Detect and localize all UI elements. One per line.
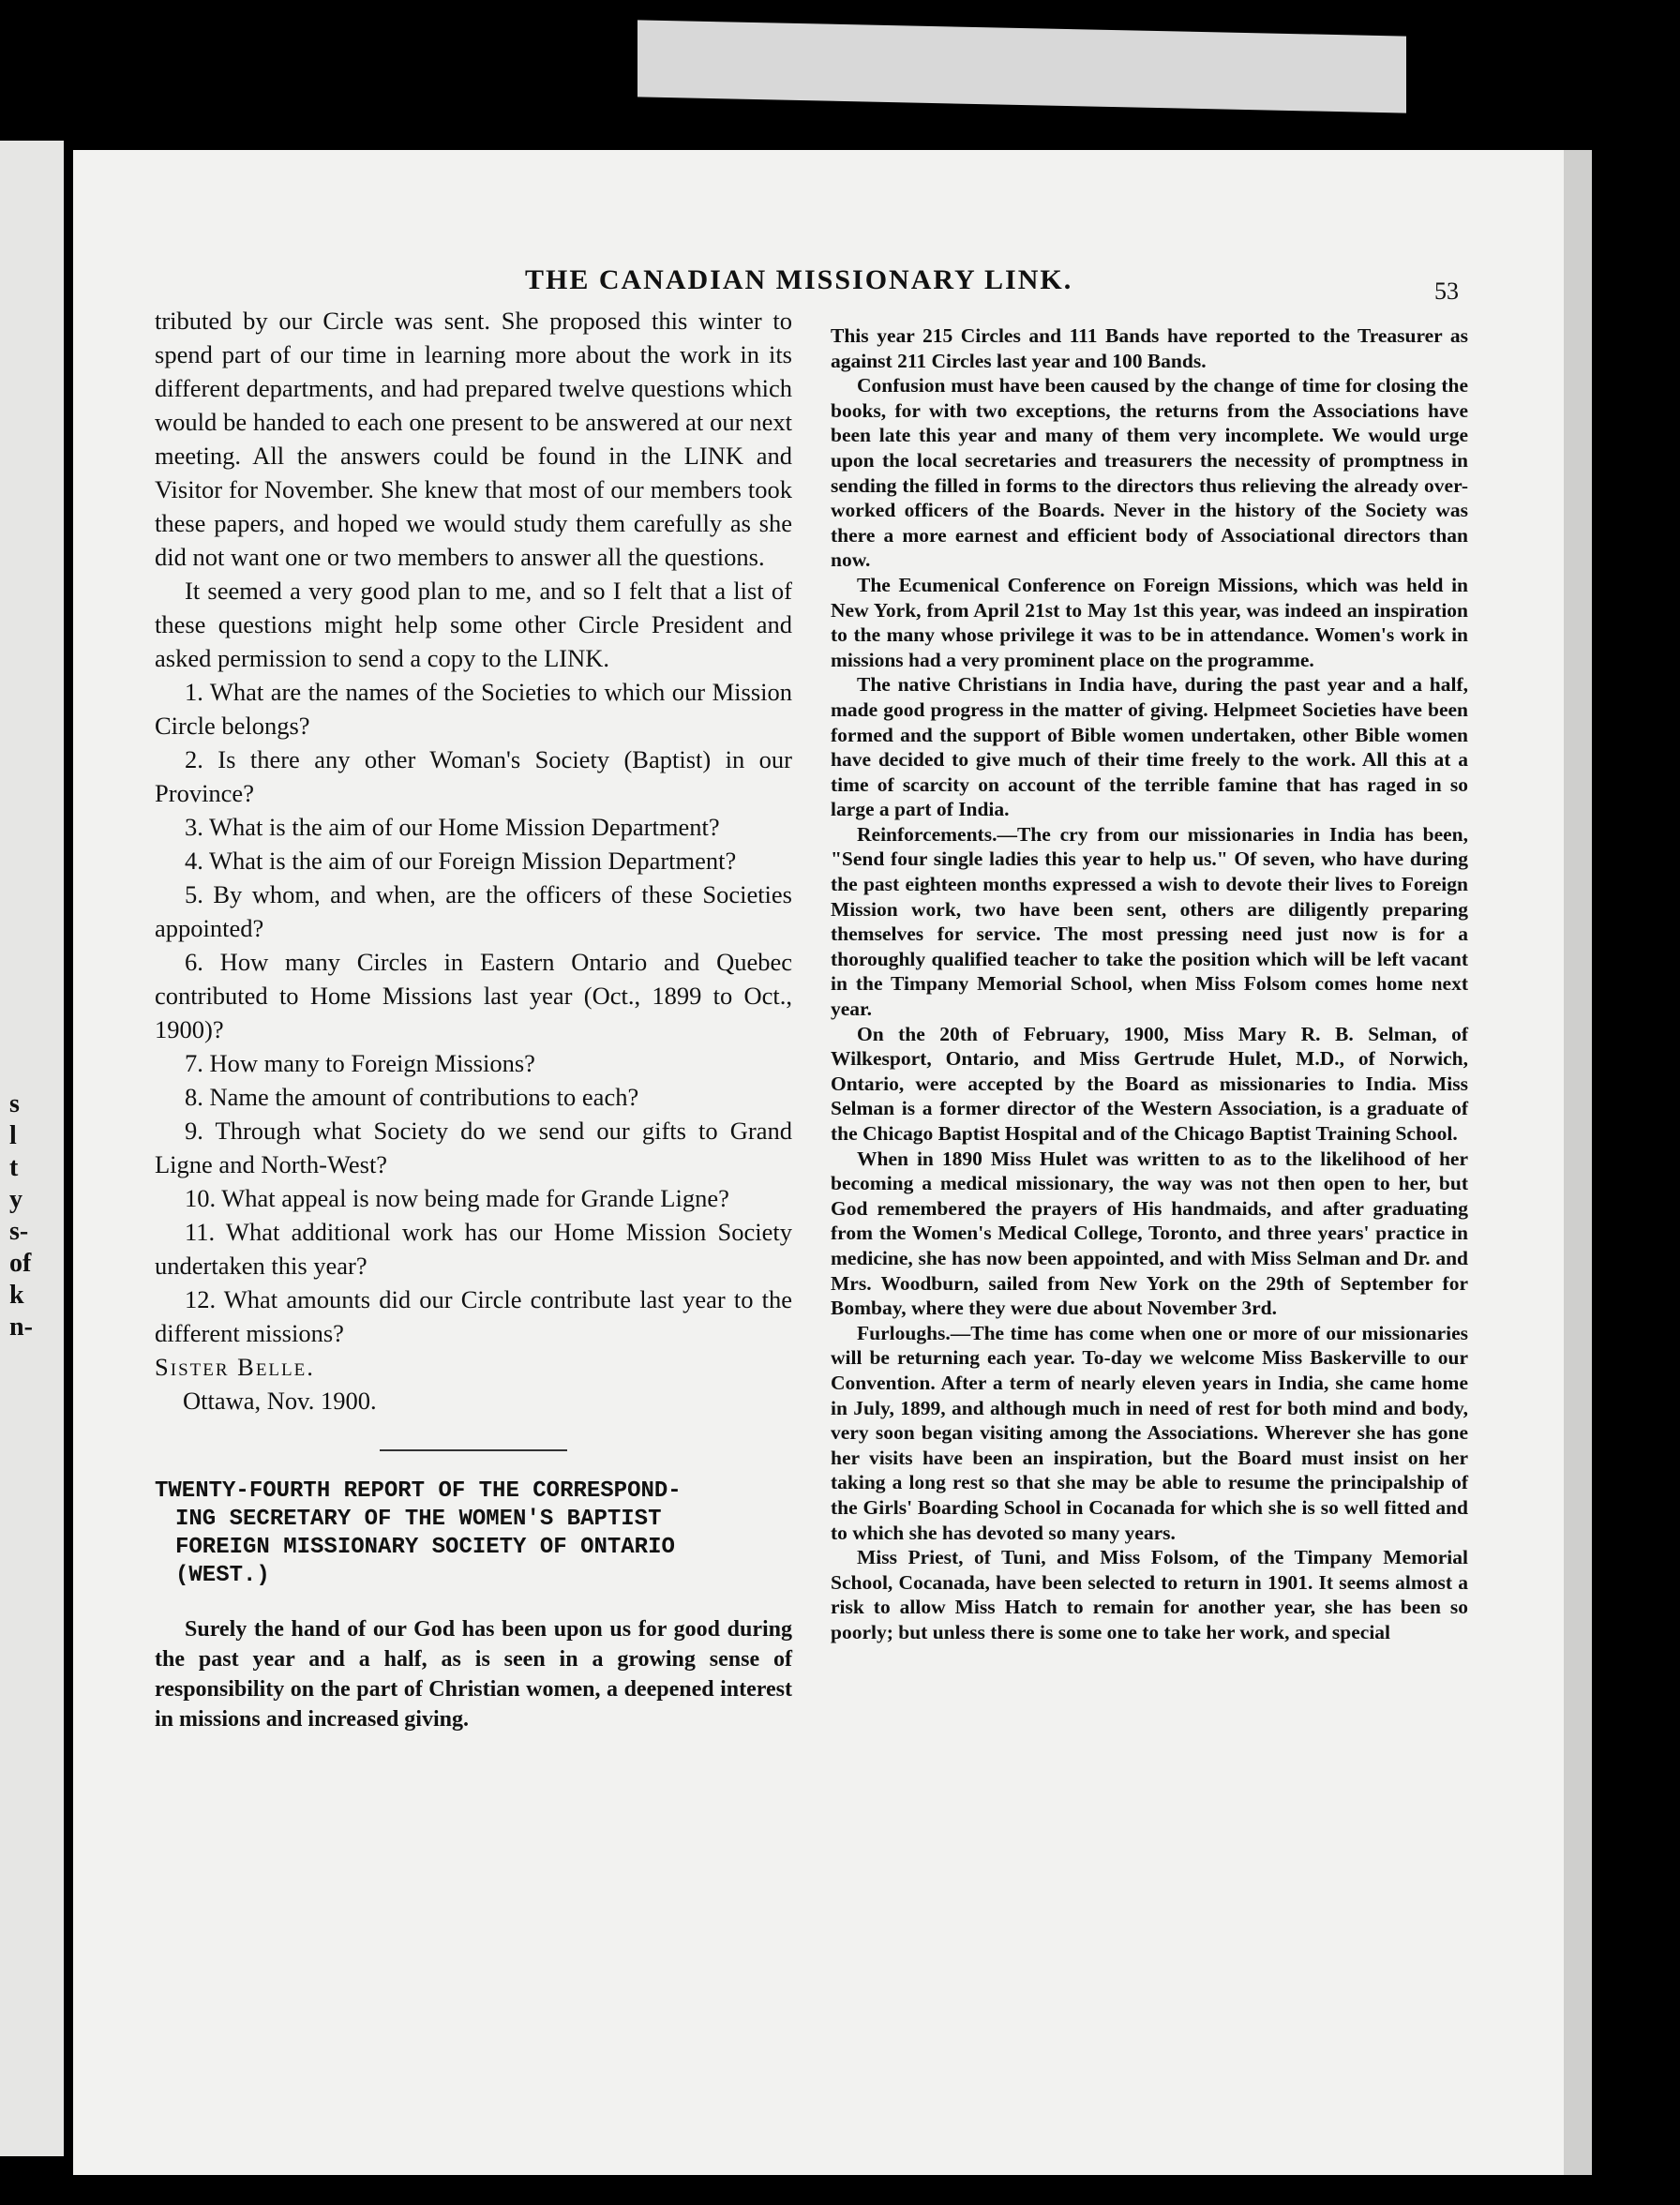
paragraph: Furloughs.—The time has come when one or more of our missionaries will be returning each year. To-day we welcome Miss Baskerville to our Convention. After a term of nearly eleven years in India, she came home in July, 1899, and although much in need of rest for both mind and body, very soon began visiting among the Associations. Wherever she has gone her visits have been an inspiration, but the Board must insist on her taking a long rest so that she may be able to resume the principalship of the Girls' Boarding School in Cocanada for which she is so well fitted and to which she has devoted so many years. bbox=[831, 1321, 1468, 1544]
question-item: 8. Name the amount of contributions to each? bbox=[185, 1083, 639, 1111]
report-title-line: (WEST.) bbox=[175, 1563, 270, 1588]
question-item: 12. What amounts did our Circle contribute last year to the different missions? bbox=[155, 1285, 792, 1347]
margin-fragment: l bbox=[9, 1121, 17, 1150]
report-title bbox=[155, 1478, 792, 1590]
report-title-line: TWENTY-FOURTH REPORT OF THE CORRESPOND- bbox=[155, 1478, 682, 1504]
scanner-frame-tab bbox=[638, 20, 1406, 112]
question-item: 5. By whom, and when, are the officers of these Societies appointed? bbox=[155, 880, 792, 942]
paragraph: The Ecumenical Conference on Foreign Missions, which was held in New York, from April 21st to May 1st this year, was indeed an inspiration to the many whose privilege it was to be in attendance. Women's work in missions had a very prominent place on the programme. bbox=[831, 573, 1468, 671]
paragraph: Miss Priest, of Tuni, and Miss Folsom, of the Timpany Memorial School, Cocanada, have been selected to return in 1901. It seems almost a risk to allow Miss Hatch to remain for another year, she has been so poorly; but unless there is some one to take her work, and special bbox=[831, 1546, 1468, 1643]
question-item: 3. What is the aim of our Home Mission Department? bbox=[185, 813, 720, 841]
report-title-line: FOREIGN MISSIONARY SOCIETY OF ONTARIO bbox=[175, 1535, 675, 1560]
margin-fragment: of bbox=[9, 1249, 32, 1278]
question-item: 9. Through what Society do we send our gifts to Grand Ligne and North-West? bbox=[155, 1117, 792, 1178]
margin-fragment: y bbox=[9, 1185, 22, 1214]
question-item: 2. Is there any other Woman's Society (Baptist) in our Province? bbox=[155, 745, 792, 807]
page-header-title: THE CANADIAN MISSIONARY LINK. bbox=[525, 264, 1073, 295]
paragraph: The native Christians in India have, during the past year and a half, made good progress in the matter of giving. Helpmeet Societies have been formed and the support of Bible women undertaken, other Bible women have decided to give much of their time freely to the work. All this at a time of scarcity on account of the terrible famine that has raged in so large a part of India. bbox=[831, 673, 1468, 821]
left-column bbox=[155, 304, 792, 1734]
right-column bbox=[831, 323, 1468, 1644]
signature: Sister Belle. bbox=[155, 1353, 315, 1381]
question-item: 1. What are the names of the Societies to which our Mission Circle belongs? bbox=[155, 678, 792, 740]
paragraph: Reinforcements.—The cry from our missionaries in India has been, "Send four single ladies this year to help us." Of seven, who have during the past eighteen months expressed a wish to devote their lives to Foreign Mission work, two have been sent, others are diligently preparing themselves for service. The most pressing need just now is for a thoroughly qualified teacher to take the position which will be left vacant in the Timpany Memorial School, when Miss Folsom comes home next year. bbox=[831, 822, 1468, 1021]
margin-fragment: t bbox=[9, 1153, 19, 1182]
paragraph: tributed by our Circle was sent. She proposed this winter to spend part of our time in learning more about the work in its different departments, and had prepared twelve questions which would be handed to each one present to be answered at our next meeting. All the answers could be found in the LINK and Visitor for November. She knew that most of our members took these papers, and hoped we would study them carefully as she did not want one or two members to answer all the questions. bbox=[155, 307, 792, 571]
paragraph: It seemed a very good plan to me, and so I felt that a list of these questions might help some other Circle President and asked permission to send a copy to the LINK. bbox=[155, 577, 792, 672]
question-item: 7. How many to Foreign Missions? bbox=[185, 1049, 535, 1077]
page-number: 53 bbox=[1434, 278, 1459, 305]
question-item: 6. How many Circles in Eastern Ontario and Quebec contributed to Home Missions last year (Oct., 1899 to Oct., 1900)? bbox=[155, 948, 792, 1043]
paragraph: On the 20th of February, 1900, Miss Mary R. B. Selman, of Wilkesport, Ontario, and Miss Gertrude Hulet, M.D., of Norwich, Ontario, were accepted by the Board as missionaries to India. Miss Selman is a former director of the Western Association, is a graduate of the Chicago Baptist Hospital and of the Chicago Baptist Training School. bbox=[831, 1022, 1468, 1145]
margin-fragment: s- bbox=[9, 1217, 29, 1246]
paragraph: Surely the hand of our God has been upon us for good during the past year and a half, as is seen in a growing sense of responsibility on the part of Christian women, a deepened interest in missions and increased giving. bbox=[155, 1617, 792, 1732]
page-edge-shadow bbox=[1564, 150, 1592, 2175]
paragraph: This year 215 Circles and 111 Bands have reported to the Treasurer as against 211 Circles last year and 100 Bands. bbox=[831, 324, 1468, 372]
margin-fragment: k bbox=[9, 1281, 24, 1310]
paragraph: Confusion must have been caused by the change of time for closing the books, for with two exceptions, the returns from the Associations have been late this year and many of them very incomplete. We would urge upon the local secretaries and treasurers the necessity of promptness in sending the filled in forms to the directors thus relieving the already over-worked officers of the Boards. Never in the history of the Society was there a more earnest and efficient body of Associational directors than now. bbox=[831, 374, 1468, 572]
paragraph: When in 1890 Miss Hulet was written to as to the likelihood of her becoming a medical missionary, the way was not then open to her, but God remembered the prayers of His handmaids, and after graduating from the Women's Medical College, Toronto, and three years' practice in medicine, she has now been appointed, and with Miss Selman and Dr. and Mrs. Woodburn, sailed from New York on the 29th of September for Bombay, where they were due about November 3rd. bbox=[831, 1147, 1468, 1320]
question-item: 11. What additional work has our Home Mission Society undertaken this year? bbox=[155, 1218, 792, 1280]
question-item: 10. What appeal is now being made for Grande Ligne? bbox=[185, 1184, 729, 1212]
place-date: Ottawa, Nov. 1900. bbox=[183, 1387, 377, 1415]
margin-fragment: s bbox=[9, 1089, 20, 1118]
margin-fragment: n- bbox=[9, 1312, 33, 1342]
question-item: 4. What is the aim of our Foreign Mission Department? bbox=[185, 847, 737, 875]
report-title-line: ING SECRETARY OF THE WOMEN'S BAPTIST bbox=[175, 1507, 662, 1532]
adjacent-page-strip bbox=[0, 141, 64, 2156]
section-divider bbox=[380, 1449, 567, 1451]
